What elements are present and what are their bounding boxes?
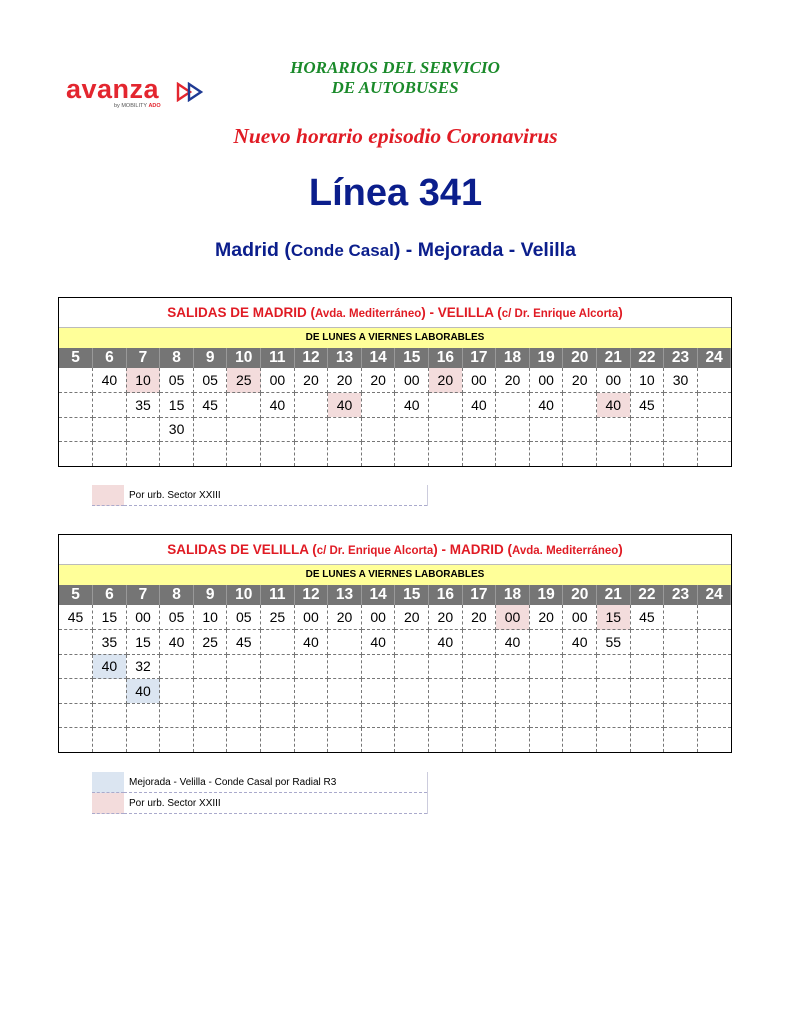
departure-minute: 00 <box>361 605 395 630</box>
hour-header: 13 <box>328 348 362 368</box>
departure-minute: 00 <box>294 605 328 630</box>
departure-minute: 10 <box>193 605 227 630</box>
timetable-madrid-velilla <box>58 297 732 467</box>
logo-wordmark: avanza <box>66 74 160 104</box>
departure-minute: 40 <box>126 679 160 704</box>
departure-minute: 00 <box>462 368 496 393</box>
hour-header: 24 <box>697 585 731 605</box>
departure-minute <box>160 442 194 467</box>
departure-minute <box>59 368 93 393</box>
departure-minute: 05 <box>160 368 194 393</box>
legend-swatch <box>92 793 124 814</box>
departure-minute <box>160 654 194 679</box>
departure-minute <box>227 679 261 704</box>
departure-minute <box>697 703 731 728</box>
departure-minute <box>160 728 194 753</box>
hour-header: 19 <box>529 585 563 605</box>
departure-minute <box>597 728 631 753</box>
departure-minute <box>328 728 362 753</box>
departure-minute <box>563 679 597 704</box>
departure-minute <box>697 393 731 418</box>
departure-minute <box>429 393 463 418</box>
departure-minute: 35 <box>126 393 160 418</box>
departure-minute: 40 <box>93 654 127 679</box>
line-title: Línea 341 <box>308 172 483 214</box>
hour-header: 7 <box>126 348 160 368</box>
departure-minute <box>160 679 194 704</box>
departure-minute: 25 <box>261 605 295 630</box>
departure-minute <box>496 393 530 418</box>
hour-header: 17 <box>462 585 496 605</box>
avanza-logo <box>66 76 206 112</box>
departure-minute <box>429 654 463 679</box>
hour-header: 14 <box>361 348 395 368</box>
hour-header-row <box>59 585 731 605</box>
departure-minute <box>529 442 563 467</box>
departure-minute <box>664 654 698 679</box>
departure-minute: 20 <box>429 368 463 393</box>
departure-minute <box>294 417 328 442</box>
departure-minute <box>261 654 295 679</box>
departure-minute <box>563 654 597 679</box>
departure-minute: 45 <box>630 605 664 630</box>
table-row <box>59 417 731 442</box>
departure-minute <box>294 679 328 704</box>
departure-minute <box>227 417 261 442</box>
departure-minute <box>563 728 597 753</box>
departure-minute <box>59 442 93 467</box>
departure-minute: 40 <box>462 393 496 418</box>
departure-minute: 20 <box>361 368 395 393</box>
departure-minute <box>59 728 93 753</box>
departure-minute <box>193 654 227 679</box>
departure-minute: 20 <box>395 605 429 630</box>
departure-minute <box>496 442 530 467</box>
departure-minute <box>630 442 664 467</box>
departure-minute <box>261 679 295 704</box>
departure-minute: 20 <box>462 605 496 630</box>
departure-minute <box>697 728 731 753</box>
departure-minute: 40 <box>261 393 295 418</box>
hour-header: 8 <box>160 348 194 368</box>
departure-minute <box>597 442 631 467</box>
hour-header: 8 <box>160 585 194 605</box>
departure-minute <box>429 679 463 704</box>
departure-minute <box>664 679 698 704</box>
hour-header: 14 <box>361 585 395 605</box>
departure-minute <box>529 417 563 442</box>
departure-minute: 25 <box>227 368 261 393</box>
hour-header: 20 <box>563 585 597 605</box>
hour-header: 18 <box>496 585 530 605</box>
departure-minute: 20 <box>328 368 362 393</box>
departure-minute: 40 <box>93 368 127 393</box>
departure-minute <box>462 679 496 704</box>
departure-minute <box>597 654 631 679</box>
departure-minute <box>395 703 429 728</box>
departure-minute <box>697 417 731 442</box>
departure-minute <box>93 728 127 753</box>
departure-minute: 15 <box>126 630 160 655</box>
departure-minute <box>261 703 295 728</box>
departure-minute <box>597 417 631 442</box>
departure-minute <box>328 703 362 728</box>
departure-minute: 40 <box>328 393 362 418</box>
route-description: Madrid (Conde Casal) - Mejorada - Velilla <box>215 239 576 261</box>
departure-minute <box>697 368 731 393</box>
hour-header: 5 <box>59 585 93 605</box>
schedule-grid <box>59 585 731 752</box>
departure-minute <box>496 703 530 728</box>
departure-minute <box>597 679 631 704</box>
table-row <box>59 393 731 418</box>
departure-minute: 20 <box>529 605 563 630</box>
departure-minute <box>697 654 731 679</box>
departure-minute <box>328 630 362 655</box>
table-row <box>59 605 731 630</box>
departure-minute <box>328 679 362 704</box>
departure-minute <box>126 703 160 728</box>
hour-header: 16 <box>429 348 463 368</box>
departure-minute <box>261 630 295 655</box>
departure-minute <box>93 703 127 728</box>
table-title: SALIDAS DE VELILLA (c/ Dr. Enrique Alcorta) - MADRID (Avda. Mediterráneo) <box>59 535 731 565</box>
logo-byline: by MOBILITY ADO <box>114 103 161 109</box>
departure-minute: 00 <box>126 605 160 630</box>
departure-minute <box>664 630 698 655</box>
departure-minute <box>395 417 429 442</box>
departure-minute <box>361 654 395 679</box>
departure-minute <box>630 654 664 679</box>
table-row <box>59 368 731 393</box>
departure-minute <box>697 605 731 630</box>
departure-minute: 05 <box>193 368 227 393</box>
departure-minute: 45 <box>630 393 664 418</box>
hour-header: 23 <box>664 348 698 368</box>
timetable-velilla-madrid <box>58 534 732 753</box>
legend-swatch <box>92 772 124 793</box>
departure-minute <box>563 703 597 728</box>
table-row <box>59 654 731 679</box>
departure-minute <box>630 728 664 753</box>
departure-minute <box>529 703 563 728</box>
departure-minute <box>126 417 160 442</box>
departure-minute: 40 <box>294 630 328 655</box>
departure-minute: 40 <box>529 393 563 418</box>
departure-minute: 40 <box>496 630 530 655</box>
header-line-2: DE AUTOBUSES <box>331 78 459 97</box>
departure-minute: 00 <box>597 368 631 393</box>
departure-minute <box>261 728 295 753</box>
departure-minute: 55 <box>597 630 631 655</box>
legend-label: Por urb. Sector XXIII <box>124 485 428 506</box>
departure-minute: 00 <box>395 368 429 393</box>
departure-minute: 10 <box>630 368 664 393</box>
departure-minute <box>697 442 731 467</box>
days-label: DE LUNES A VIERNES LABORABLES <box>59 328 731 348</box>
departure-minute <box>462 654 496 679</box>
departure-minute <box>93 417 127 442</box>
hour-header: 18 <box>496 348 530 368</box>
departure-minute <box>261 417 295 442</box>
hour-header: 7 <box>126 585 160 605</box>
departure-minute <box>93 679 127 704</box>
table-row <box>59 679 731 704</box>
departure-minute <box>395 728 429 753</box>
table-row <box>59 728 731 753</box>
hour-header: 6 <box>93 585 127 605</box>
departure-minute <box>227 728 261 753</box>
hour-header: 22 <box>630 585 664 605</box>
departure-minute <box>193 442 227 467</box>
table-row <box>59 630 731 655</box>
departure-minute <box>59 630 93 655</box>
hour-header: 17 <box>462 348 496 368</box>
departure-minute: 20 <box>294 368 328 393</box>
hour-header: 24 <box>697 348 731 368</box>
departure-minute: 45 <box>227 630 261 655</box>
legend-swatch <box>92 485 124 506</box>
hour-header: 15 <box>395 348 429 368</box>
departure-minute <box>529 630 563 655</box>
departure-minute <box>630 630 664 655</box>
departure-minute <box>462 728 496 753</box>
departure-minute: 40 <box>429 630 463 655</box>
departure-minute <box>361 393 395 418</box>
legend-label: Mejorada - Velilla - Conde Casal por Radial R3 <box>124 772 428 793</box>
departure-minute: 10 <box>126 368 160 393</box>
departure-minute <box>193 679 227 704</box>
departure-minute: 20 <box>429 605 463 630</box>
departure-minute <box>227 654 261 679</box>
departure-minute: 00 <box>496 605 530 630</box>
legend-item <box>92 793 428 814</box>
departure-minute <box>429 442 463 467</box>
departure-minute: 00 <box>529 368 563 393</box>
departure-minute <box>227 393 261 418</box>
departure-minute <box>59 654 93 679</box>
departure-minute <box>664 417 698 442</box>
departure-minute <box>496 654 530 679</box>
departure-minute <box>193 728 227 753</box>
legend <box>92 485 428 506</box>
page-subtitle: Nuevo horario episodio Coronavirus <box>233 124 558 148</box>
departure-minute <box>328 654 362 679</box>
departure-minute: 35 <box>93 630 127 655</box>
departure-minute <box>361 442 395 467</box>
legend <box>92 772 428 814</box>
departure-minute <box>630 417 664 442</box>
departure-minute: 45 <box>59 605 93 630</box>
departure-minute <box>462 630 496 655</box>
departure-minute: 15 <box>597 605 631 630</box>
departure-minute <box>529 728 563 753</box>
departure-minute: 00 <box>563 605 597 630</box>
departure-minute: 30 <box>160 417 194 442</box>
departure-minute <box>59 417 93 442</box>
days-label: DE LUNES A VIERNES LABORABLES <box>59 565 731 585</box>
departure-minute <box>429 703 463 728</box>
hour-header: 11 <box>261 348 295 368</box>
departure-minute <box>563 393 597 418</box>
departure-minute <box>294 654 328 679</box>
departure-minute: 20 <box>496 368 530 393</box>
departure-minute <box>126 728 160 753</box>
departure-minute <box>361 679 395 704</box>
hour-header-row <box>59 348 731 368</box>
departure-minute <box>429 728 463 753</box>
departure-minute: 15 <box>160 393 194 418</box>
hour-header: 15 <box>395 585 429 605</box>
departure-minute <box>529 679 563 704</box>
departure-minute <box>697 630 731 655</box>
departure-minute <box>462 417 496 442</box>
hour-header: 11 <box>261 585 295 605</box>
departure-minute <box>496 679 530 704</box>
departure-minute: 40 <box>597 393 631 418</box>
departure-minute: 40 <box>563 630 597 655</box>
departure-minute <box>261 442 295 467</box>
departure-minute: 25 <box>193 630 227 655</box>
hour-header: 22 <box>630 348 664 368</box>
departure-minute <box>294 442 328 467</box>
departure-minute <box>563 442 597 467</box>
hour-header: 13 <box>328 585 362 605</box>
hour-header: 20 <box>563 348 597 368</box>
hour-header: 10 <box>227 348 261 368</box>
departure-minute <box>59 679 93 704</box>
departure-minute <box>193 417 227 442</box>
departure-minute <box>462 703 496 728</box>
departure-minute <box>563 417 597 442</box>
departure-minute: 40 <box>361 630 395 655</box>
departure-minute <box>160 703 194 728</box>
schedule-grid <box>59 348 731 466</box>
hour-header: 10 <box>227 585 261 605</box>
departure-minute <box>429 417 463 442</box>
legend-item <box>92 772 428 793</box>
hour-header: 12 <box>294 348 328 368</box>
departure-minute: 40 <box>160 630 194 655</box>
departure-minute: 05 <box>160 605 194 630</box>
departure-minute <box>630 703 664 728</box>
departure-minute <box>496 728 530 753</box>
departure-minute <box>126 442 160 467</box>
departure-minute <box>59 393 93 418</box>
departure-minute: 40 <box>395 393 429 418</box>
departure-minute <box>664 605 698 630</box>
departure-minute <box>59 703 93 728</box>
departure-minute <box>395 679 429 704</box>
departure-minute <box>395 654 429 679</box>
hour-header: 6 <box>93 348 127 368</box>
departure-minute <box>361 417 395 442</box>
departure-minute: 00 <box>261 368 295 393</box>
departure-minute: 45 <box>193 393 227 418</box>
departure-minute <box>361 728 395 753</box>
departure-minute <box>294 703 328 728</box>
departure-minute <box>328 442 362 467</box>
departure-minute <box>664 728 698 753</box>
departure-minute <box>630 679 664 704</box>
departure-minute <box>462 442 496 467</box>
departure-minute <box>227 442 261 467</box>
header-line-1: HORARIOS DEL SERVICIO <box>290 58 500 77</box>
hour-header: 23 <box>664 585 698 605</box>
table-row <box>59 703 731 728</box>
departure-minute <box>93 442 127 467</box>
departure-minute: 15 <box>93 605 127 630</box>
departure-minute <box>395 442 429 467</box>
hour-header: 16 <box>429 585 463 605</box>
departure-minute <box>664 703 698 728</box>
departure-minute: 05 <box>227 605 261 630</box>
table-title: SALIDAS DE MADRID (Avda. Mediterráneo) - VELILLA (c/ Dr. Enrique Alcorta) <box>59 298 731 328</box>
departure-minute <box>193 703 227 728</box>
departure-minute <box>597 703 631 728</box>
departure-minute <box>227 703 261 728</box>
departure-minute <box>529 654 563 679</box>
hour-header: 21 <box>597 585 631 605</box>
legend-label: Por urb. Sector XXIII <box>124 793 428 814</box>
departure-minute: 20 <box>328 605 362 630</box>
departure-minute <box>294 728 328 753</box>
departure-minute: 20 <box>563 368 597 393</box>
legend-item <box>92 485 428 506</box>
departure-minute <box>664 393 698 418</box>
departure-minute <box>294 393 328 418</box>
hour-header: 21 <box>597 348 631 368</box>
departure-minute <box>496 417 530 442</box>
hour-header: 5 <box>59 348 93 368</box>
departure-minute <box>93 393 127 418</box>
table-row <box>59 442 731 467</box>
departure-minute <box>395 630 429 655</box>
departure-minute <box>328 417 362 442</box>
departure-minute <box>664 442 698 467</box>
hour-header: 9 <box>193 348 227 368</box>
hour-header: 12 <box>294 585 328 605</box>
departure-minute: 30 <box>664 368 698 393</box>
departure-minute <box>361 703 395 728</box>
hour-header: 9 <box>193 585 227 605</box>
hour-header: 19 <box>529 348 563 368</box>
departure-minute: 32 <box>126 654 160 679</box>
departure-minute <box>697 679 731 704</box>
